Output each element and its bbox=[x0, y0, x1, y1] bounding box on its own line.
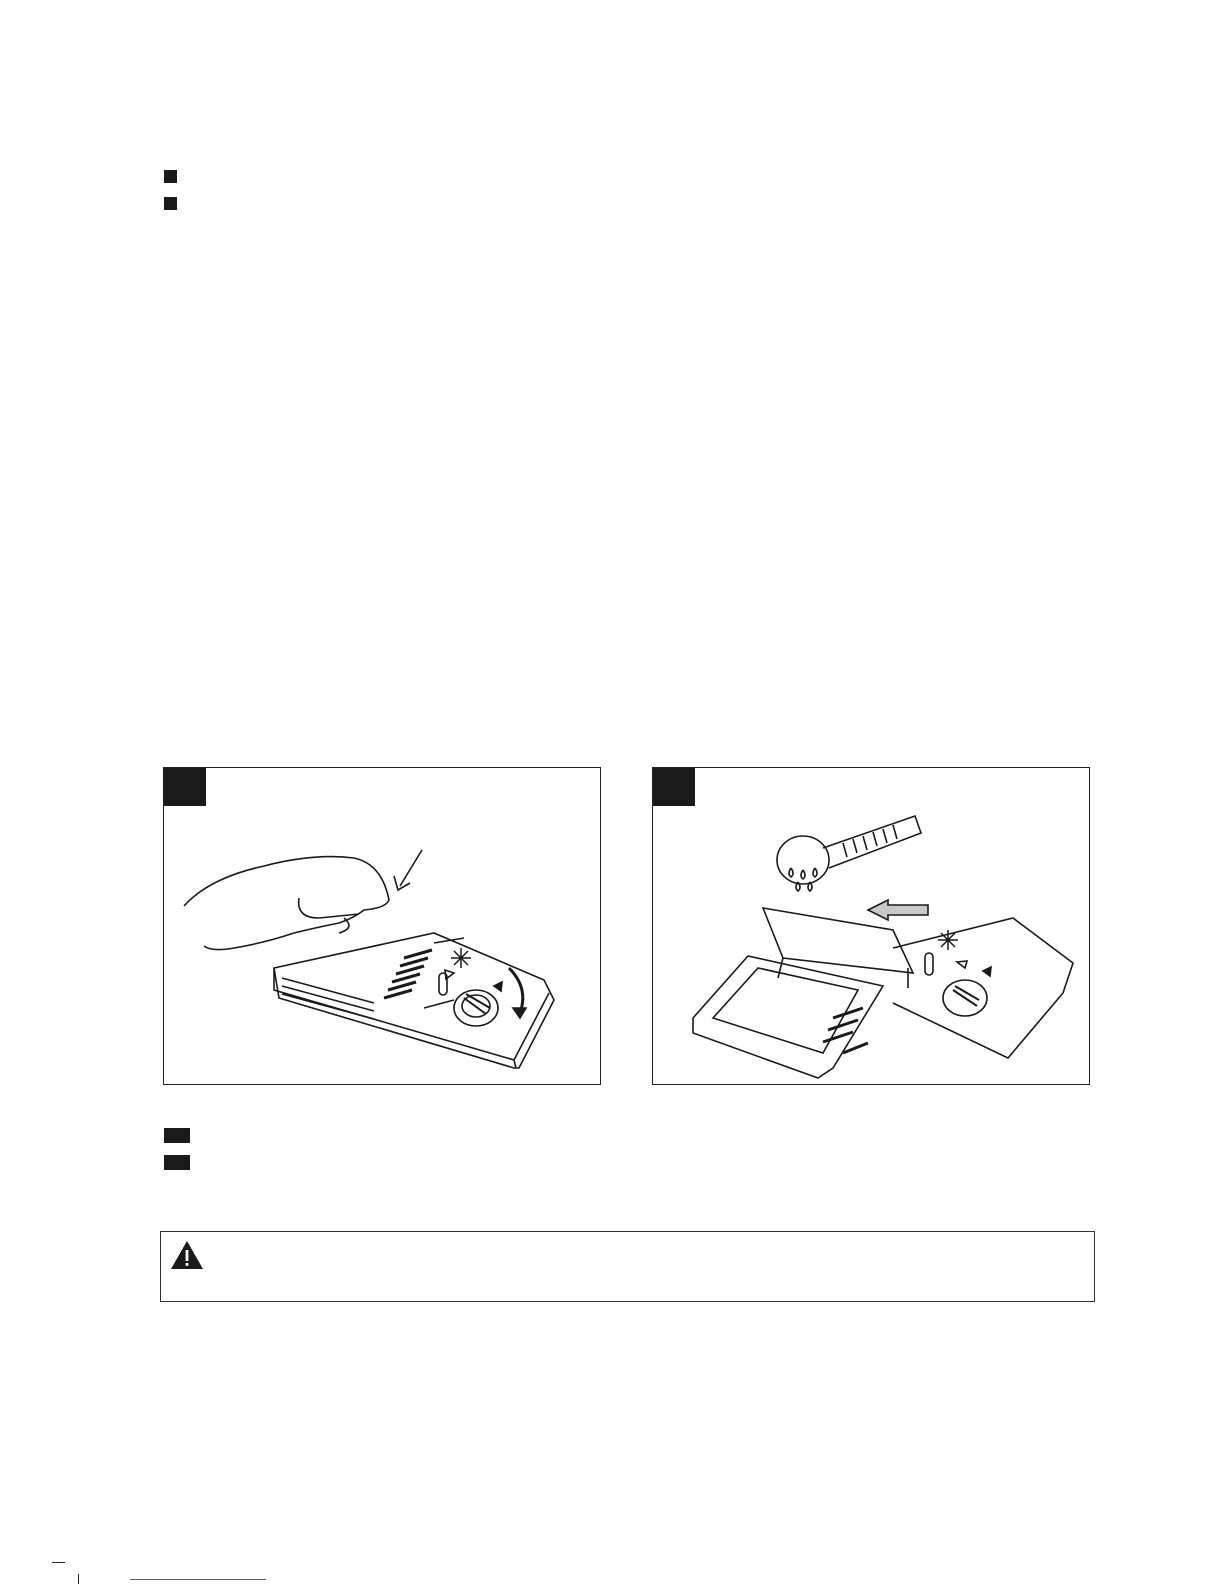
figure-left bbox=[163, 767, 601, 1085]
label-badge-2 bbox=[164, 1155, 190, 1170]
press-arrow-icon bbox=[394, 850, 422, 890]
dispenser-icon bbox=[274, 933, 554, 1068]
dispenser-open-icon bbox=[693, 908, 1073, 1078]
sun-icon bbox=[451, 948, 471, 968]
hand-icon bbox=[184, 857, 389, 950]
figure-left-illustration bbox=[164, 768, 602, 1086]
label-badge-1 bbox=[164, 1128, 190, 1143]
fill-arrow-icon bbox=[868, 900, 928, 920]
figure-right-illustration bbox=[653, 768, 1091, 1086]
bullet-square-2 bbox=[164, 197, 177, 210]
bullet-square-1 bbox=[164, 170, 177, 183]
sun-icon bbox=[938, 930, 958, 950]
warning-triangle-icon bbox=[169, 1239, 205, 1271]
footer-link-underline[interactable] bbox=[130, 1579, 266, 1580]
warning-box bbox=[160, 1231, 1095, 1302]
footer-page-mark bbox=[52, 1562, 65, 1563]
measuring-spoon-icon bbox=[777, 816, 921, 891]
figure-right bbox=[652, 767, 1090, 1085]
footer-divider bbox=[78, 1574, 79, 1584]
